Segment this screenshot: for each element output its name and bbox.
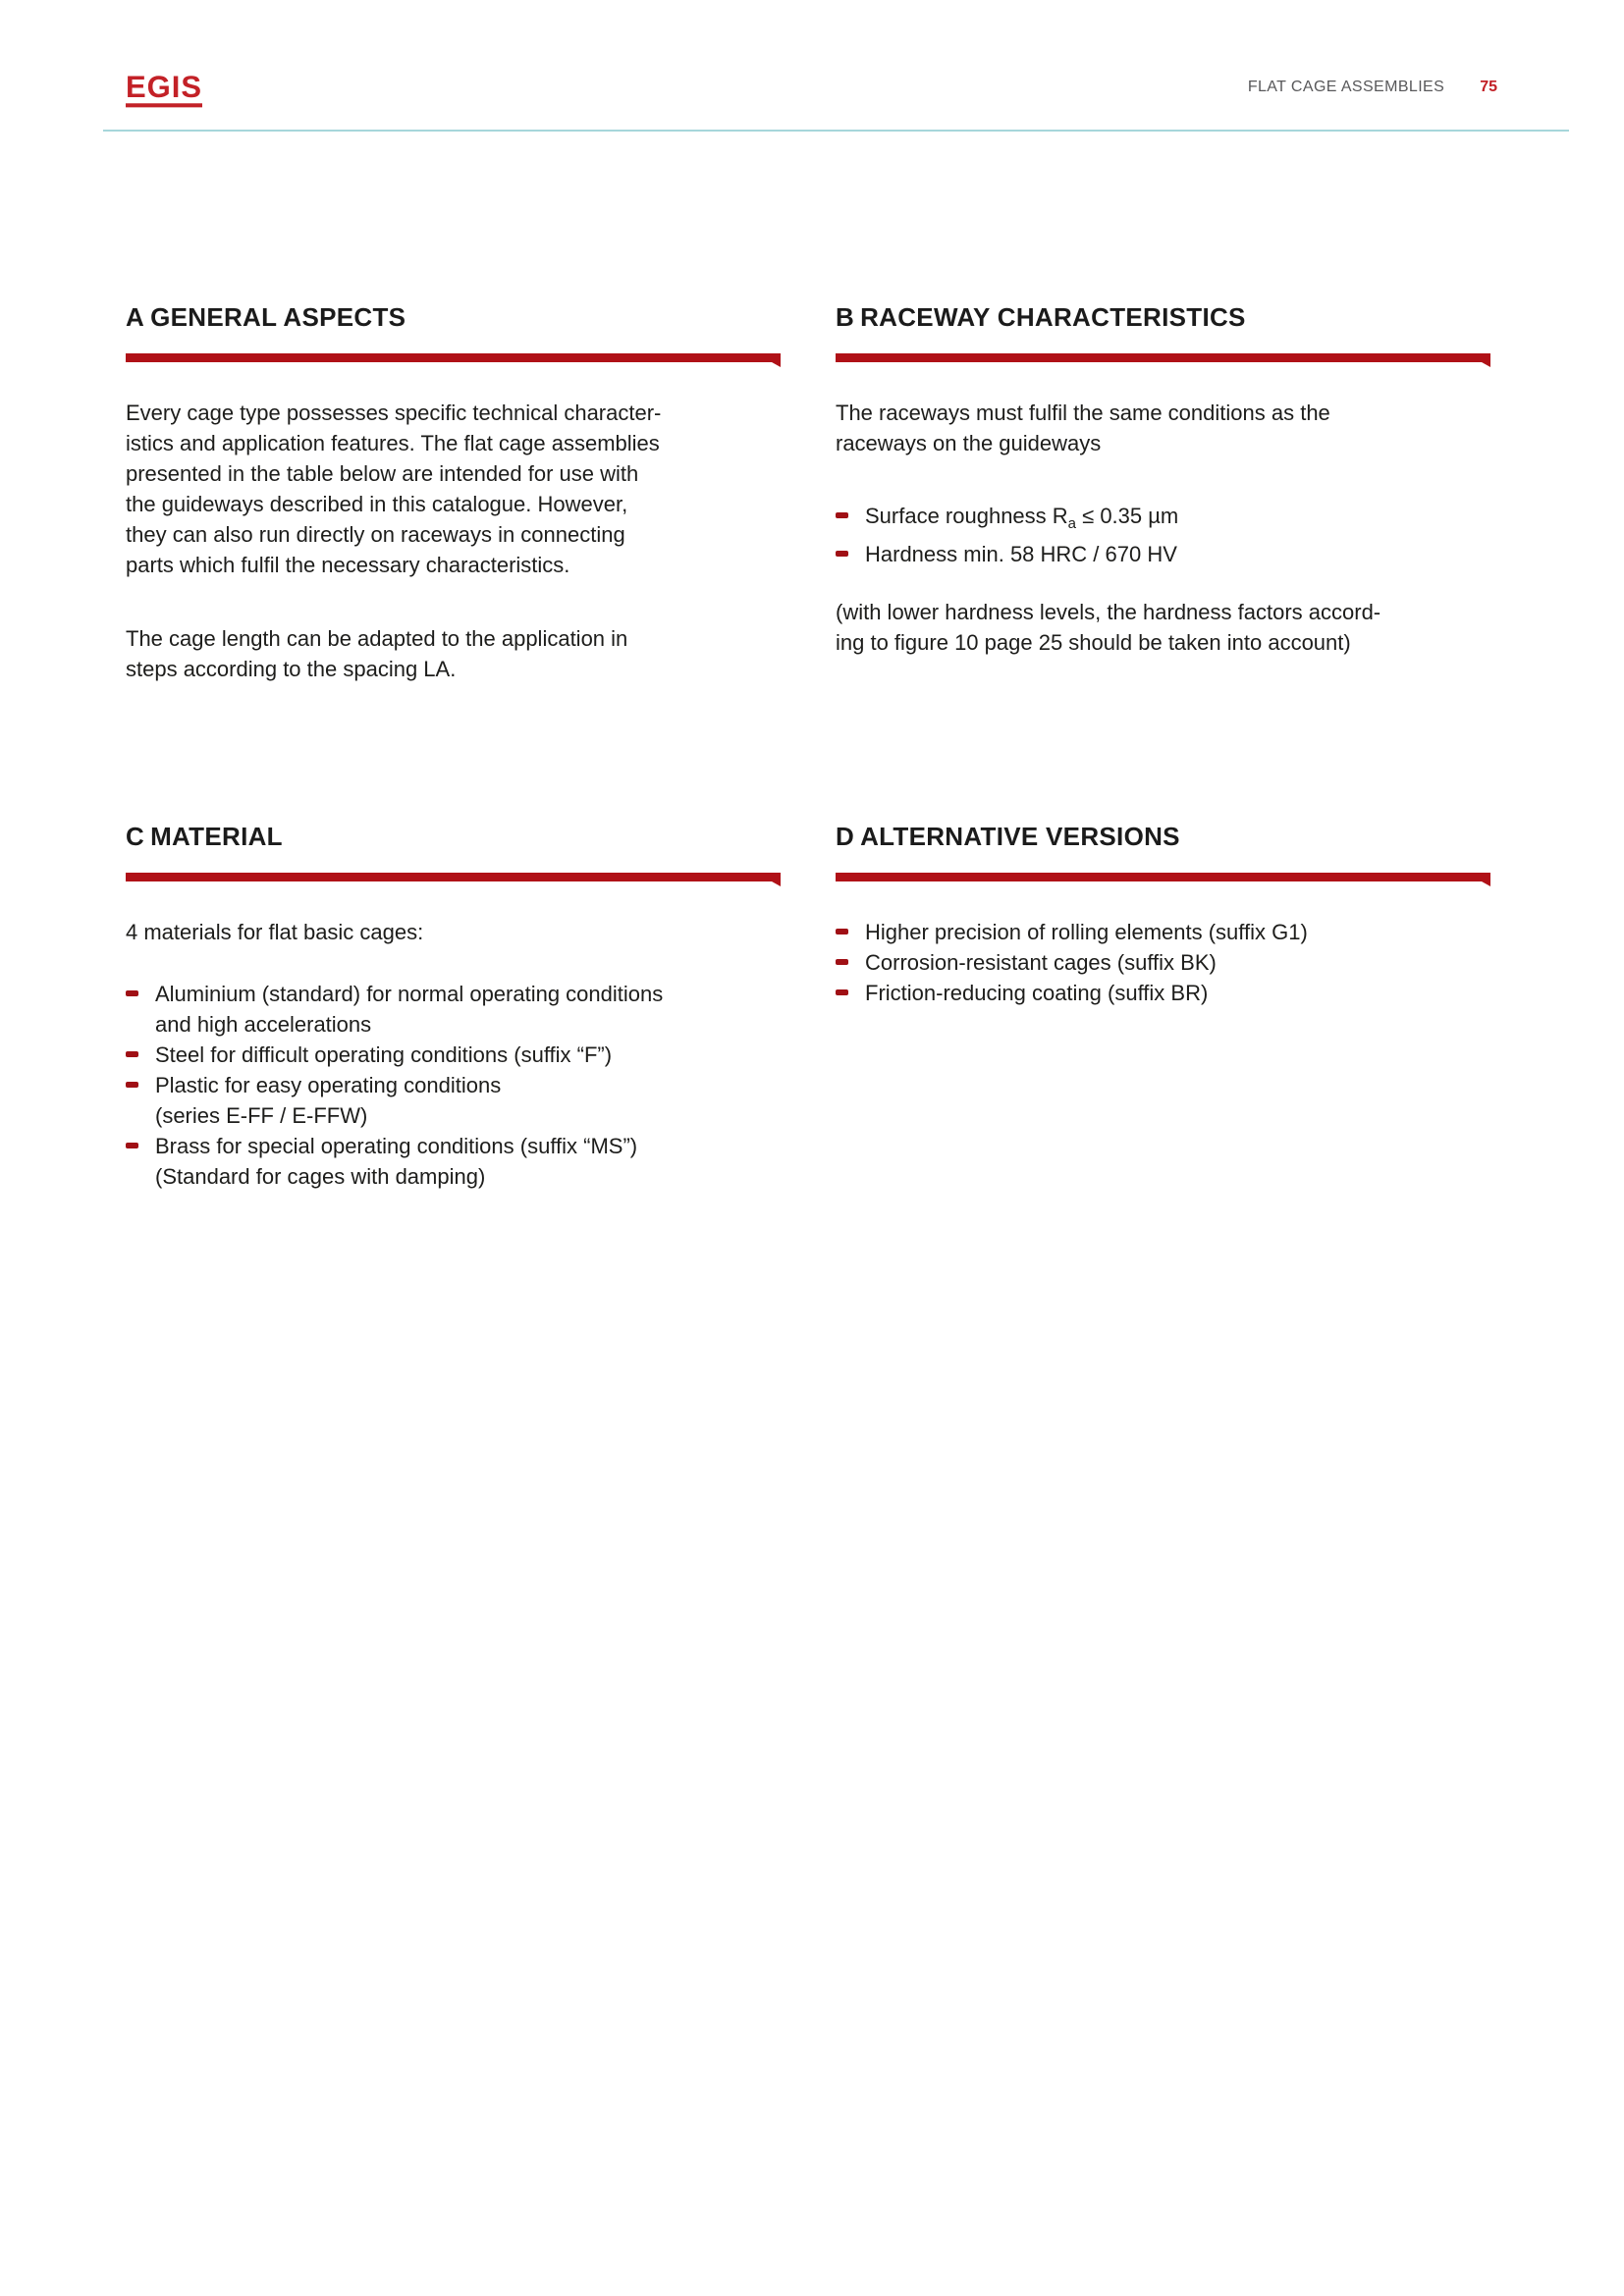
header-section-title: FLAT CAGE ASSEMBLIES — [1247, 79, 1445, 95]
section-material — [126, 822, 781, 1192]
bullet-list — [836, 917, 1490, 1008]
list-item — [836, 539, 1490, 569]
bullet-dash-icon — [836, 512, 848, 518]
egis-logo: EGIS — [126, 73, 202, 108]
text-segment: Surface roughness R — [865, 504, 1068, 528]
text-line: the guideways described in this catalogue. However, — [126, 492, 628, 516]
text-line: Every cage type possesses specific technical character- — [126, 400, 662, 425]
bullet-text — [865, 501, 1490, 539]
section-raceway-characteristics — [836, 302, 1490, 658]
list-item — [126, 1131, 781, 1192]
section-rule — [126, 873, 781, 881]
bullet-text — [865, 947, 1490, 978]
bullet-list — [126, 979, 781, 1192]
paragraph — [126, 917, 781, 947]
list-item — [836, 947, 1490, 978]
section-title: ALTERNATIVE VERSIONS — [860, 822, 1180, 851]
text-line: (with lower hardness levels, the hardness factors accord- — [836, 600, 1381, 624]
text-line: ing to figure 10 page 25 should be taken into account) — [836, 630, 1351, 655]
text-segment: ≤ 0.35 µm — [1076, 504, 1179, 528]
list-item — [836, 917, 1490, 947]
text-line: 4 materials for flat basic cages: — [126, 920, 424, 944]
section-rule — [836, 353, 1490, 362]
section-letter: B — [836, 302, 855, 332]
section-letter: D — [836, 822, 855, 851]
section-title: RACEWAY CHARACTERISTICS — [860, 302, 1246, 332]
section-alternative-versions — [836, 822, 1490, 1008]
text-line: Corrosion-resistant cages (suffix BK) — [865, 950, 1217, 975]
section-heading — [126, 302, 781, 332]
text-line: presented in the table below are intended for use with — [126, 461, 639, 486]
text-line: Brass for special operating conditions (suffix “MS”) — [155, 1134, 638, 1158]
bullet-dash-icon — [836, 959, 848, 965]
text-line — [865, 501, 1490, 539]
paragraph — [836, 398, 1490, 458]
text-line: The raceways must fulfil the same conditions as the — [836, 400, 1330, 425]
text-line: Hardness min. 58 HRC / 670 HV — [865, 542, 1177, 566]
bullet-dash-icon — [836, 551, 848, 557]
bullet-dash-icon — [126, 990, 138, 996]
section-title: GENERAL ASPECTS — [150, 302, 406, 332]
list-item — [126, 1070, 781, 1131]
section-rule — [126, 353, 781, 362]
text-line: Aluminium (standard) for normal operating conditions — [155, 982, 664, 1006]
bullet-dash-icon — [836, 929, 848, 934]
text-line: (series E-FF / E-FFW) — [155, 1103, 368, 1128]
list-item — [126, 979, 781, 1040]
text-line: istics and application features. The flat cage assemblies — [126, 431, 660, 455]
text-line: they can also run directly on raceways in connecting — [126, 522, 625, 547]
header-divider — [103, 130, 1569, 132]
text-line: and high accelerations — [155, 1012, 372, 1037]
section-heading — [836, 822, 1490, 851]
bullet-text — [155, 1040, 781, 1070]
section-general-aspects — [126, 302, 781, 684]
paragraph — [126, 398, 781, 580]
content-grid — [126, 302, 1490, 1192]
bullet-text — [155, 979, 781, 1040]
text-line: parts which fulfil the necessary characteristics. — [126, 553, 570, 577]
text-line: raceways on the guideways — [836, 431, 1102, 455]
list-item — [126, 1040, 781, 1070]
bullet-text — [865, 978, 1490, 1008]
text-line: Friction-reducing coating (suffix BR) — [865, 981, 1209, 1005]
bullet-text — [865, 539, 1490, 569]
bullet-dash-icon — [126, 1082, 138, 1088]
bullet-dash-icon — [126, 1051, 138, 1057]
bullet-text — [155, 1070, 781, 1131]
subscript: a — [1067, 515, 1077, 532]
text-line: The cage length can be adapted to the application in — [126, 626, 628, 651]
section-title: MATERIAL — [150, 822, 283, 851]
section-heading — [836, 302, 1490, 332]
text-line: (Standard for cages with damping) — [155, 1164, 486, 1189]
bullet-text — [155, 1131, 781, 1192]
section-letter: A — [126, 302, 145, 332]
page-number: 75 — [1480, 79, 1497, 95]
bullet-text — [865, 917, 1490, 947]
page-header — [126, 69, 1497, 107]
section-rule — [836, 873, 1490, 881]
list-item — [836, 501, 1490, 539]
list-item — [836, 978, 1490, 1008]
bullet-list — [836, 501, 1490, 569]
text-line: steps according to the spacing LA. — [126, 657, 457, 681]
section-heading — [126, 822, 781, 851]
header-meta — [1248, 73, 1497, 96]
section-letter: C — [126, 822, 145, 851]
text-line: Steel for difficult operating conditions (suffix “F”) — [155, 1042, 613, 1067]
text-line: Plastic for easy operating conditions — [155, 1073, 502, 1097]
paragraph — [836, 597, 1490, 658]
paragraph — [126, 623, 781, 684]
bullet-dash-icon — [836, 989, 848, 995]
text-line: Higher precision of rolling elements (suffix G1) — [865, 920, 1308, 944]
bullet-dash-icon — [126, 1143, 138, 1148]
